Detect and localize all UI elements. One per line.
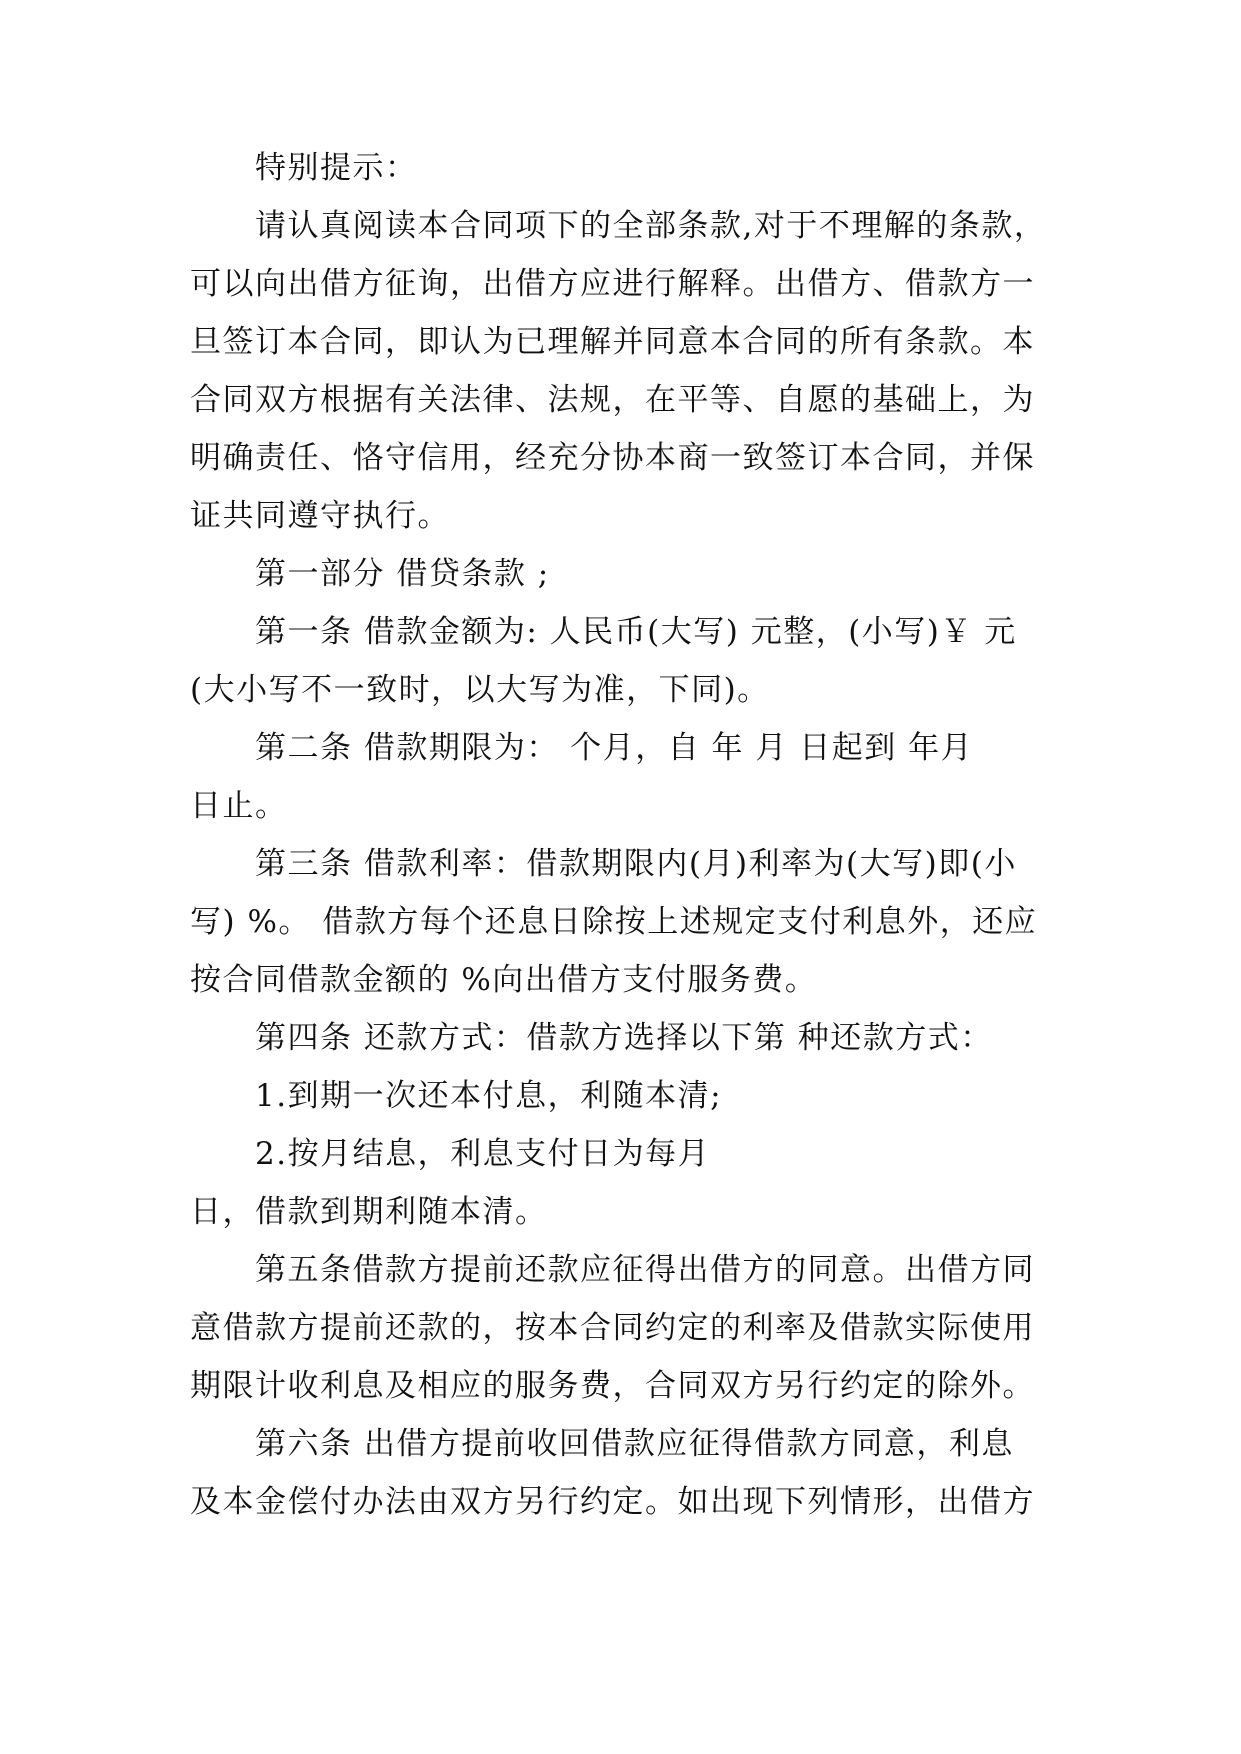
text-line: 请认真阅读本合同项下的全部条款,对于不理解的条款， bbox=[255, 208, 1047, 244]
text-line: 旦签订本合同，即认为已理解并同意本合同的所有条款。本 bbox=[190, 324, 1035, 360]
article-6-line: 第六条 出借方提前收回借款应征得借款方同意，利息 bbox=[255, 1426, 1014, 1462]
article-5-line: 第五条借款方提前还款应征得出借方的同意。出借方同 bbox=[255, 1252, 1035, 1288]
special-notice-heading: 特别提示： bbox=[255, 150, 418, 186]
text-line: 日止。 bbox=[190, 788, 288, 824]
text-line: (大小写不一致时，以大写为准，下同)。 bbox=[190, 672, 770, 708]
article-2-line: 第二条 借款期限为： 个月，自 年 月 日起到 年月 bbox=[255, 730, 974, 766]
text-line: 证共同遵守执行。 bbox=[190, 498, 450, 534]
text-line: 合同双方根据有关法律、法规，在平等、自愿的基础上，为 bbox=[190, 382, 1035, 418]
text-line: 明确责任、恪守信用，经充分协本商一致签订本合同，并保 bbox=[190, 440, 1035, 476]
text-line: 及本金偿付办法由双方另行约定。如出现下列情形，出借方 bbox=[190, 1484, 1035, 1520]
article-4-line: 第四条 还款方式：借款方选择以下第 种还款方式： bbox=[255, 1020, 993, 1056]
text-line: 写) %。 借款方每个还息日除按上述规定支付利息外，还应 bbox=[190, 904, 1038, 940]
article-3-line: 第三条 借款利率：借款期限内(月)利率为(大写)即(小 bbox=[255, 846, 1017, 882]
text-line: 意借款方提前还款的，按本合同约定的利率及借款实际使用 bbox=[190, 1310, 1035, 1346]
repayment-option-1: 1.到期一次还本付息，利随本清; bbox=[255, 1078, 723, 1114]
text-line: 按合同借款金额的 %向出借方支付服务费。 bbox=[190, 962, 818, 998]
part-one-heading: 第一部分 借贷条款 ; bbox=[255, 556, 550, 592]
text-line: 可以向出借方征询，出借方应进行解释。出借方、借款方一 bbox=[190, 266, 1035, 302]
article-1-line: 第一条 借款金额为: 人民币(大写) 元整，(小写)￥ 元 bbox=[255, 614, 1017, 650]
repayment-option-2: 2.按月结息，利息支付日为每月 bbox=[255, 1136, 711, 1172]
text-line: 期限计收利息及相应的服务费，合同双方另行约定的除外。 bbox=[190, 1368, 1035, 1404]
text-line: 日，借款到期利随本清。 bbox=[190, 1194, 548, 1230]
